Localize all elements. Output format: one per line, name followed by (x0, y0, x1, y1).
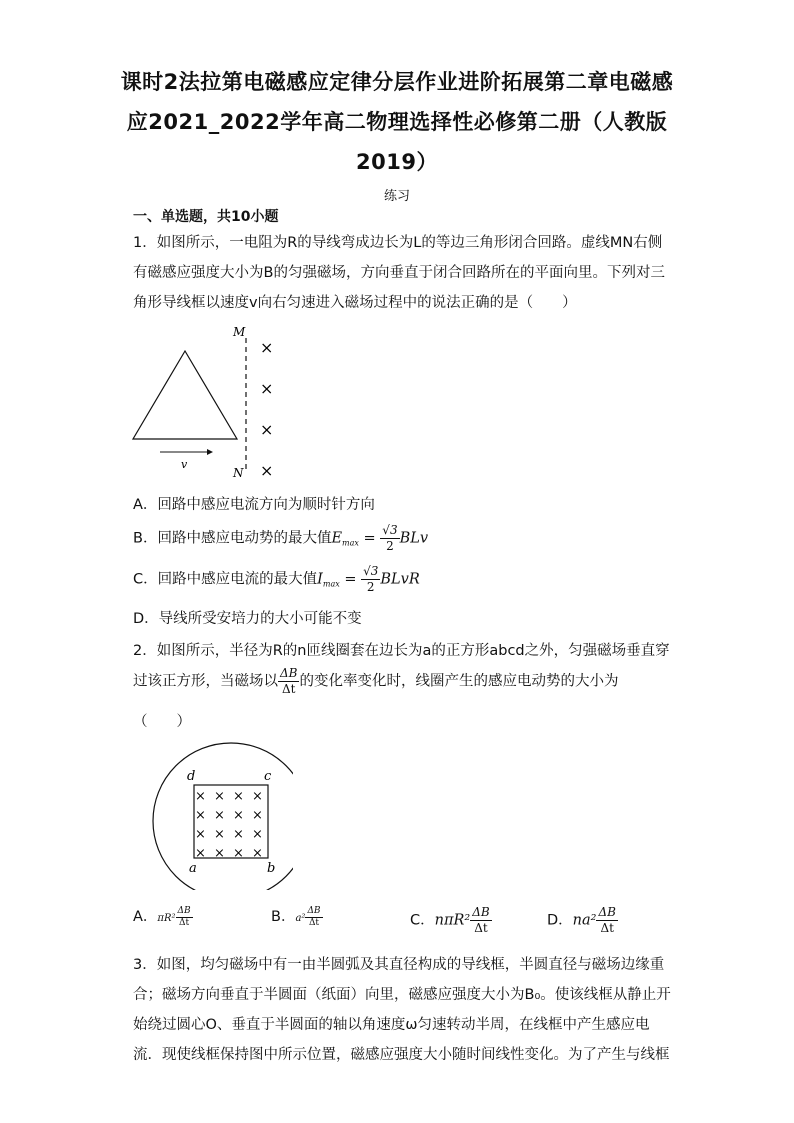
q2-stem (133, 636, 673, 697)
doc-title-line-3: 2019） (356, 150, 438, 174)
field-cross: × (214, 827, 225, 842)
q2-answer-paren: （ ） (133, 714, 191, 730)
field-cross: × (233, 827, 244, 842)
doc-subtitle: 练习 (383, 189, 410, 204)
field-cross: × (260, 420, 274, 439)
q2-figure (143, 738, 293, 890)
field-cross: × (260, 461, 274, 480)
field-cross: × (195, 808, 206, 823)
q1-figure (125, 318, 285, 488)
emf-subscript: max (342, 538, 359, 548)
q2-option-a: A．πR² $\frac{\Delta B}{\Delta t}$ (133, 905, 191, 928)
label-d: d (187, 769, 196, 784)
q1-option-a: A．回路中感应电流方向为顺时针方向 (133, 497, 375, 513)
q3-line-4: 流．现使线框保持图中所示位置，磁感应强度大小随时间线性变化。为了产生与线框 (133, 1047, 670, 1063)
doc-title-line-1: 课时2法拉第电磁感应定律分层作业进阶拓展第二章电磁感 (120, 70, 674, 94)
label-m: M (233, 325, 246, 339)
label-n: N (233, 466, 244, 480)
field-cross: × (233, 846, 244, 861)
velocity-arrowhead (207, 449, 213, 455)
field-cross: × (252, 789, 263, 804)
field-cross: × (260, 379, 274, 398)
section-heading: 一、单选题，共10小题 (133, 209, 279, 225)
label-b: b (267, 861, 276, 876)
q3-line-1: 3．如图，均匀磁场中有一由半圆弧及其直径构成的导线框，半圆直径与磁场边缘重 (133, 957, 665, 973)
equals-sign: = (363, 530, 376, 547)
rate-fraction: $\frac{\Delta B}{\Delta t}$ (598, 905, 616, 935)
blv-expr: BLv (399, 530, 429, 547)
field-cross: × (195, 846, 206, 861)
label-c: c (264, 769, 272, 784)
q3-line-2: 合；磁场方向垂直于半圆面（纸面）向里，磁感应强度大小为B₀。使该线框从静止开 (133, 987, 671, 1003)
doc-title-line-2: 应2021_2022学年高二物理选择性必修第二册（人教版 (126, 110, 668, 134)
q1-option-b (133, 523, 428, 553)
blvr-expr: BLvR (380, 571, 420, 588)
q2-stem-part2: 的变化率变化时，线圈产生的感应电动势的大小为 (299, 673, 619, 690)
q1-option-d: D．导线所受安培力的大小可能不变 (133, 611, 362, 627)
emf-symbol: E (331, 530, 343, 547)
rate-fraction: $\frac{\Delta B}{\Delta t}$ (472, 905, 490, 935)
current-subscript: max (322, 579, 340, 589)
rate-fraction: $\frac{\Delta B}{\Delta t}$ (280, 666, 298, 696)
field-cross: × (233, 808, 244, 823)
current-symbol: I (317, 571, 323, 588)
field-cross: × (214, 846, 225, 861)
field-cross: × (252, 827, 263, 842)
rate-fraction: $\frac{\Delta B}{\Delta t}$ (177, 905, 191, 928)
q2-option-b: B．a² $\frac{\Delta B}{\Delta t}$ (271, 905, 321, 928)
equals-sign: = (344, 571, 357, 588)
q1-stem: 1．如图所示，一电阻为R的导线弯成边长为L的等边三角形闭合回路。虚线MN右侧有磁感应强度大小为B的匀强磁场，方向垂直于闭合回路所在的平面向里。下列对三角形导线框以速度v向右匀速进入磁场过程中的说法正确的是（ ） (133, 235, 665, 311)
q1-option-c (133, 564, 420, 594)
label-v: v (181, 458, 188, 471)
label-a: a (189, 861, 197, 876)
q1-option-c-text: C．回路中感应电流的最大值 (133, 571, 318, 588)
triangle-loop (133, 351, 237, 439)
field-cross: × (195, 827, 206, 842)
sqrt3-over-2: $\frac{√3}{2}$ (382, 523, 398, 553)
sqrt3-over-2: $\frac{√3}{2}$ (363, 564, 379, 594)
field-cross: × (195, 789, 206, 804)
field-cross: × (214, 808, 225, 823)
field-cross: × (252, 846, 263, 861)
field-cross: × (260, 338, 274, 357)
field-cross: × (233, 789, 244, 804)
q2-stem-part1: 2．如图所示，半径为R的n匝线圈套在边长为a的正方形abcd之外，匀强磁场垂直穿过该正方形，当磁场以 (133, 643, 670, 690)
q2-option-d: D．na² $\frac{\Delta B}{\Delta t}$ (547, 905, 616, 935)
rate-fraction: $\frac{\Delta B}{\Delta t}$ (307, 905, 321, 928)
field-cross-grid (195, 789, 263, 861)
q1-option-b-text: B．回路中感应电动势的最大值 (133, 530, 332, 547)
field-cross: × (252, 808, 263, 823)
q3-line-3: 始绕过圆心O、垂直于半圆面的轴以角速度ω匀速转动半周，在线框中产生感应电 (133, 1017, 650, 1033)
q2-option-c: C．nπR² $\frac{\Delta B}{\Delta t}$ (410, 905, 490, 935)
field-cross: × (214, 789, 225, 804)
